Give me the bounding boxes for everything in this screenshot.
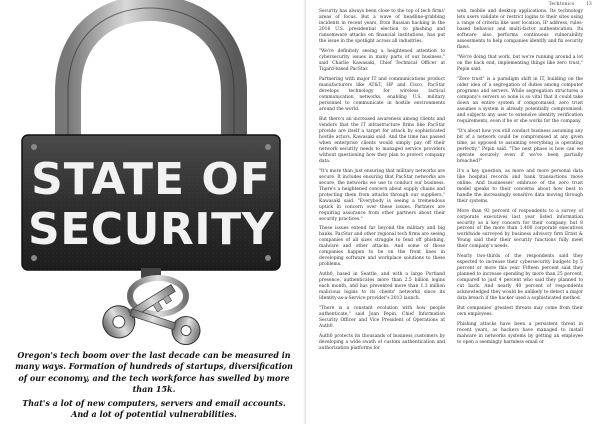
article-paragraph: Auth0 protects its thousands of business customers by developing a wide swath of custom authentication and authorization platforms for [319, 334, 445, 352]
article-paragraph: "There is a constant evolution with how people authenticate," said Joan Pepin, Chief Information Security Officer and Vice President of Operations at Auth0. [319, 306, 445, 330]
article-paragraph: Nearly two-thirds of the respondents said they expected to increase their cybersecurity budgets by 5 percent or more this year. Fifteen percent said they planned to increase spending by more than 25 percent, compared to just 4 percent who said they planned to cut back. And nearly 40 percent of respondents acknowledged they would be unlikely to detect a major data breach if the hacker used a sophisticated method. [457, 254, 583, 302]
article-paragraph: Partnering with major IT and communications product manufacturers like AT&T, HP and Cisco, PacStar develops technology for wireless tactical communication networks, enabling U.S. military personnel to communicate in hostile environments around the world. [319, 76, 445, 112]
section-title: Techtonics [548, 1, 575, 6]
article-paragraph: "It's more than just ensuring that military networks are secure. It includes ensuring that PacStar networks are secure, the networks we use to conduct our business. There's a heightened concern about supply chains and protecting them from attacks through our suppliers," Kawasaki said. "Everybody is seeing a tremendous uptick in concern over these issues. Partners are requiring assurance from other partners about their security practices." [319, 168, 445, 222]
article-paragraph: web, mobile and desktop applications. Its technology lets users validate or restrict logins to their sites using a range of criteria like user location, IP address, rules-based behavior and multi-factor authentication. Its software also performs continuous vulnerability assessments to help companies identify and fix security flaws. [457, 9, 583, 50]
article-paragraph: Phishing attacks have been a persistent threat in recent years, as hackers have managed to install malware in networks systems by getting an employee to open a seemingly harmless email or [457, 322, 583, 346]
article-paragraph: These issues extend far beyond the military and big banks. PacStar and other regional tech firms are seeing companies of all sizes struggle to fend off phishing, malware and other attacks. And some of those companies happen to be on the front lines in developing software and workplace solutions to these problems. [319, 226, 445, 268]
article-paragraph: "We're doing that work, but we're running around a lot on the back end, implementing things like zero trust," Pepin said. [457, 54, 583, 72]
illustration-caption [14, 350, 294, 422]
article-paragraph: "We're definitely seeing a heightened attention to cybersecurity issues in many parts of our business," said Charlie Kawasaki, Chief Technical Officer at Tigard-based PacStar. [319, 48, 445, 72]
article-paragraph: But there's an increased awareness among clients and vendors that the IT infrastructure firms like PacStar provide are itself a target for attack by sophisticated hostile actors, Kawasaki said. And the time has passed when enterprise clients would simply pay off their network security needs to managed service providers without questioning how they plan to protect company data. [319, 116, 445, 164]
illustration-line-1: STATE OF [31, 154, 271, 205]
article-paragraph: More than 92 percent of respondents to a survey of corporate executives last year listed information security as a key concern for their company, but 8 percent of the more than 1,400 corporate executives worldwide surveyed by business advisory firm Ernst & Young said their their security functions fully meet their company's needs. [457, 208, 583, 250]
illustration-line-2: SECURITY [28, 204, 274, 255]
article-paragraph: It's a key question, as more and more personal data like hospital records and bank transactions move online. And businesses' embrace of the zero trust model speaks to their concerns about how best to handle the increasingly sensitive data moving through their systems. [457, 168, 583, 204]
article-column-2 [457, 9, 583, 350]
article-paragraph: But companies' greatest threats may come from their own employees. [457, 306, 583, 318]
article-paragraph: Auth0, based in Seattle, and with a large Portland presence, authenticates more than 2.5 billion logins each month, and has prevented more than 1.3 million malicious logins to its clients' networks since its Identity-as-a-Service provider's 2013 launch. [319, 272, 445, 302]
caption-paragraph-1: Oregon's tech boom over the last decade can be measured in many ways. Formation of hundreds of startups, diversification of our economy, and the tech workforce has swelled by more than 15k. [15, 350, 293, 395]
page-number: 13 [586, 1, 592, 6]
article-column-1 [319, 9, 445, 356]
article-paragraph: "Zero trust" is a paradigm shift in IT, building on the older idea of a segregation of duties among computer programs and servers. While segregation structures a company's servers so none is so vital that it could take down an entire system if compromised, zero trust assumes a system is already potentially compromised, and subjects any user to extensive identity verification requirements, even if he or she works for the company. [457, 76, 583, 124]
article-paragraph: Security has always been close to the top of tech firms' areas of focus. But a wave of headline-grabbing incidents in recent years, from Russian hacking in the 2016 U.S. presidential election to phishing and ransomware attacks on financial institutions, has put the issue in the spotlight across all industries. [319, 9, 445, 44]
caption-paragraph-2: That's a lot of new computers, servers and email accounts. And a lot of potential vulnerabilities. [22, 397, 286, 420]
running-header [539, 1, 592, 6]
article-paragraph: "It's about how you still conduct business assuming any bit of a network could be compromised at any given time, as opposed to assuming everything is operating perfectly," Pepin said. "The next phase is how can we operate securely even if we've been partially breached?" [457, 128, 583, 164]
padlock-illustration [0, 0, 300, 345]
right-page [306, 0, 600, 424]
